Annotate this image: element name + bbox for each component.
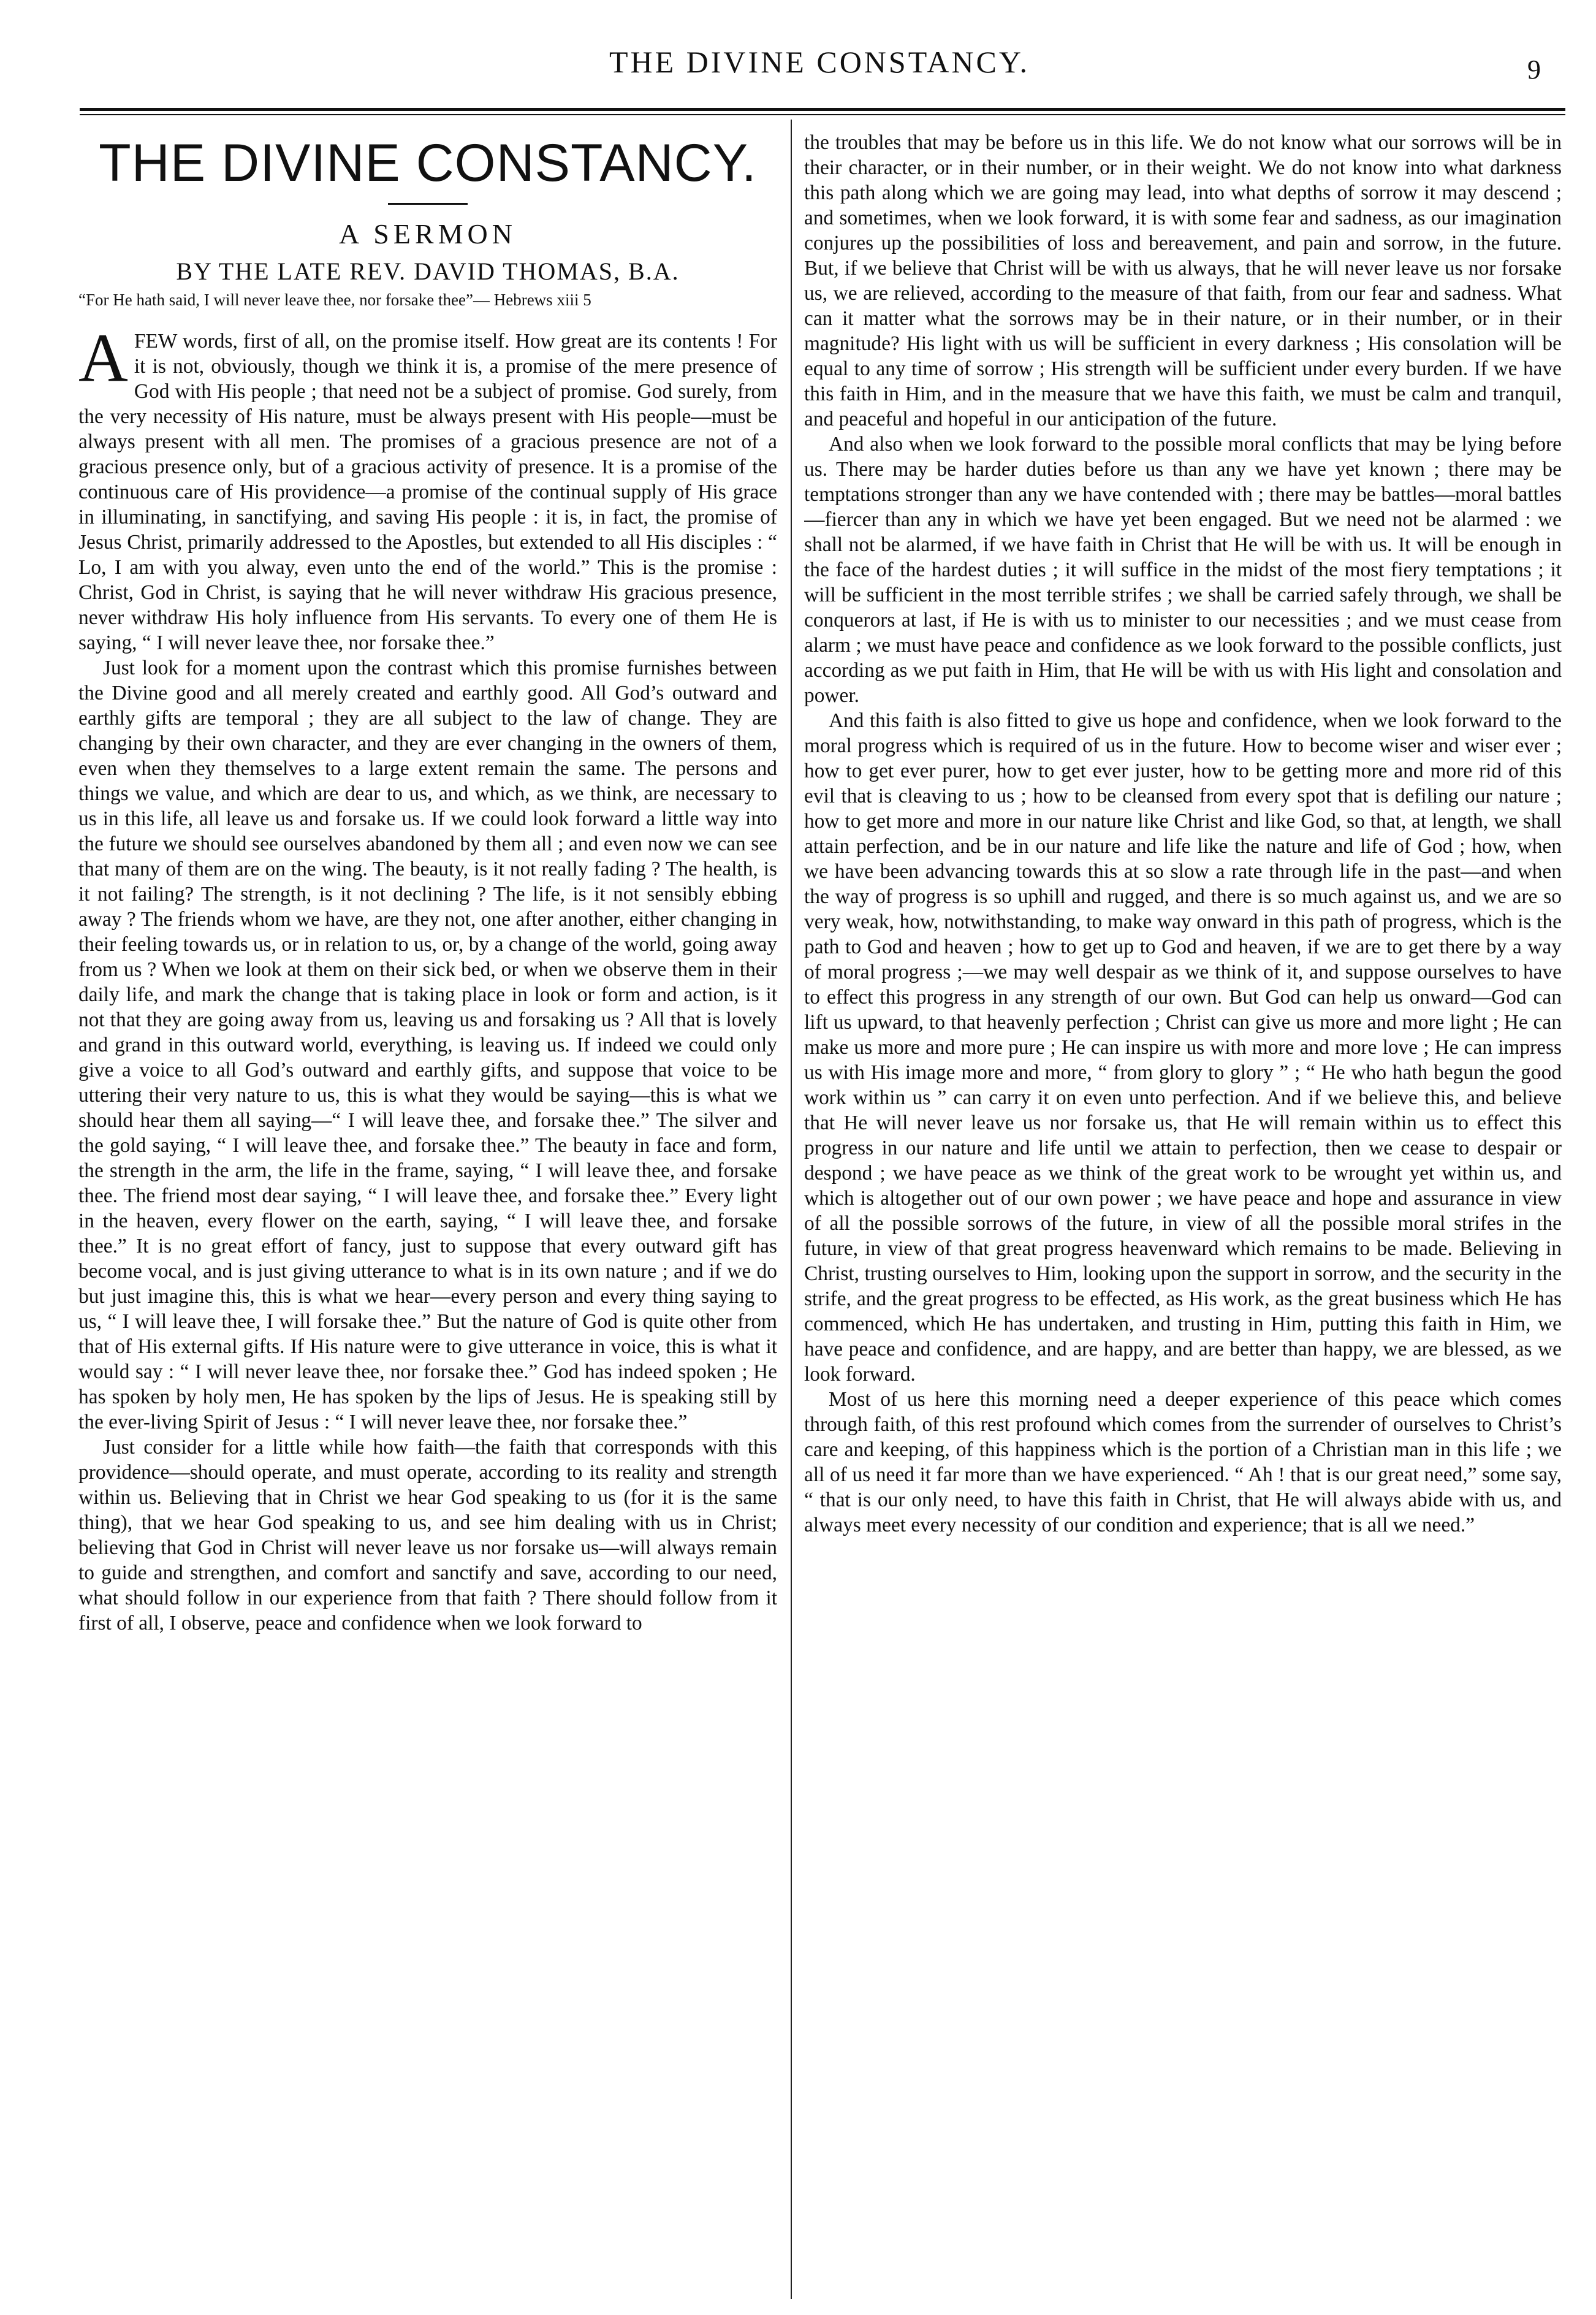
header-rule-thin (80, 114, 1565, 115)
paragraph: Just look for a moment upon the contrast which this promise furnishes between the Divine good and all merely created and earthly good. All God’s outward and earthly gifts are temporal ; they are all subject to the law of change. They are changing by their own character, and they are ever changing in the owners of them, even when they themselves to a large extent remain the same. The persons and things we value, and which are dear to us, and which, as we think, are necessary to us in this life, all leave us and forsake us. If we could look forward a little way into the future we should see ourselves abandoned by them all ; and even now we can see that many of them are on the wing. The beauty, is it not really fading ? The health, is it not failing? The strength, is it not declining ? The life, is it not sensibly ebbing away ? The friends whom we have, are they not, one after another, either changing in their feeling towards us, or in relation to us, or, by a change of the world, going away from us ? When we look at them on their sick bed, or when we observe them in their daily life, and mark the change that is taking place in look or form and action, is it not that they are going away from us, leaving us and forsaking us ? All that is lovely and grand in this outward world, everything, is leaving us. If indeed we could only give a voice to all God’s outward and earthly gifts, and suppose that voice to be uttering their very nature to us, this is what they would be saying—this is what we should hear them all saying—“ I will leave thee, and forsake thee.” The silver and the gold saying, “ I will leave thee, and forsake thee.” The beauty in face and form, the strength in the arm, the life in the frame, saying, “ I will leave thee, and forsake thee. The friend most dear saying, “ I will leave thee, and forsake thee.” Every light in the heaven, every flower on the earth, saying, “ I will leave thee, and forsake thee.” It is no great effort of fancy, just to suppose that every outward gift has become vocal, and is just giving utterance to what is in its own nature ; and if we do but just imagine this, this is what we hear—every person and every thing saying to us, “ I will leave thee, I will forsake thee.” But the nature of God is quite other from that of His external gifts. If His nature were to give utterance in voice, this is what it would say : “ I will never leave thee, nor forsake thee.” God has indeed spoken ; He has spoken by holy men, He has spoken by the lips of Jesus. He is speaking still by the ever-living Spirit of Jesus : “ I will never leave thee, nor forsake thee.” (78, 657, 777, 1433)
article-author: BY THE LATE REV. DAVID THOMAS, B.A. (176, 257, 680, 285)
running-title: THE DIVINE CONSTANCY. (609, 45, 1030, 79)
paragraph: And this faith is also fitted to give us hope and confidence, when we look forward to the moral progress which is required of us in the future. How to become wiser and wiser ever ; how to get ever purer, how to get ever juster, how to be getting more and more rid of this evil that is cleaving to us ; how to be cleansed from every spot that is defiling our nature ; how to get more and more in our nature like Christ and like God, so that, at length, we shall attain perfection, and be in our nature and life like the nature and life of God ; how, when we have been advancing towards this at so slow a rate through life in the past—and when the way of progress is so uphill and rugged, and there is so much against us, and we are so very weak, how, notwithstanding, to make way onward in this path of progress, which is the path to God and heaven ; how to get up to God and heaven, if we are to get there by a way of moral progress ;—we may well despair as we think of it, and suppose ourselves to have to effect this progress in any strength of our own. But God can help us onward—God can lift us upward, to that heavenly perfection ; Christ can give us more and more light ; He can make us more and more pure ; He can inspire us with more and more love ; He can impress us with His image more and more, “ from glory to glory ” ; “ He who hath begun the good work within us ” can carry it on even unto perfection. And if we believe this, and believe that He will never leave us nor forsake us, that He will remain within us to effect this progress in our nature and life until we attain to perfection, then we cease to despair or despond ; we have peace as we think of the great work to be wrought yet within us, and which is altogether out of our own power ; we have peace and hope and assurance in view of all the possible sorrows of the future, in view of all the possible moral strifes in the future, in view of that great progress heavenward which remains to be made. Believing in Christ, trusting ourselves to Him, looking upon the support in sorrow, and the security in the strife, and the great progress to be effected, as His work, as the great business which He has commenced, which He has undertaken, and trusting in Him, putting this faith in Him, we have peace and confidence, and are happy, and are better than happy, we are blessed, as we look forward. (804, 709, 1562, 1386)
column-divider (791, 120, 792, 2299)
right-column (804, 130, 1562, 2300)
paragraph: Most of us here this morning need a deeper experience of this peace which comes through faith, of this rest profound which comes from the surrender of ourselves to Christ’s care and keeping, of this happiness which is the portion of a Christian man in this life ; we all of us need it far more than we have experienced. “ Ah ! that is our great need,” some say, “ that is our only need, to have this faith in Christ, that He will always abide with us, and always meet every necessity of our condition and experience; that is all we need.” (804, 1388, 1562, 1536)
epigraph: “For He hath said, I will never leave thee, nor forsake thee”— Hebrews xiii 5 (78, 291, 591, 309)
paragraph-text: FEW words, first of all, on the promise itself. How great are its contents ! For it is not, obviously, though we think it is, a promise of the mere presence of God with His people ; that need not be a subject of promise. God surely, from the very necessity of His nature, must be always present with His people—must be always present with all men. The promises of a gracious presence are not of a gracious presence only, but of a gracious activity of presence. It is a promise of the continuous care of His providence—a promise of the continual supply of His grace in illuminating, in sanctifying, and saving His people : it is, in fact, the promise of Jesus Christ, primarily addressed to the Apostles, but extended to all His disciples : “ Lo, I am with you alway, even unto the end of the world.” This is the promise : Christ, God in Christ, is saying that he will never withdraw His gracious presence, never withdraw His holy influence from His servants. To every one of them He is saying, “ I will never leave thee, nor forsake thee.” (78, 330, 777, 654)
header-rule (80, 108, 1565, 111)
paragraph (78, 320, 777, 655)
drop-cap: A (78, 320, 128, 396)
paragraph: And also when we look forward to the possible moral conflicts that may be lying before us. There may be harder duties before us than any we have yet known ; there may be temptations stronger than any we have contended with ; there may be battles—moral battles—fiercer than any in which we have yet been engaged. But we need not be alarmed : we shall not be alarmed, if we have faith in Christ that He will be with us. It will be enough in the face of the hardest duties ; it will suffice in the midst of the most fiery temptations ; it will be sufficient in the most terrible strifes ; we shall be carried safely through, we shall be conquerors at last, if He is with us to minister to our necessities ; and we must cease from alarm ; we must have peace and confidence as we look forward to the possible conflicts, just according as we put faith in Him, that He will be with us with His light and consolation and power. (804, 433, 1562, 707)
title-rule (388, 203, 468, 205)
left-column (78, 126, 777, 2296)
paragraph: the troubles that may be before us in this life. We do not know what our sorrows will be in their character, or in their number, or in their weight. We do not know into what darkness this path along which we are going may lead, into what depths of sorrow it may descend ; and sometimes, when we look forward, it is with some fear and sadness, as our imagination conjures up the possibilities of loss and bereavement, and pain and sorrow, in the future. But, if we believe that Christ will be with us always, that he will never leave us nor forsake us, we are relieved, according to the measure of that faith, from our fear and sadness. What can it matter what the sorrows may be in their nature, or in their number, or in their magnitude? His light with us will be sufficient in every darkness ; His consolation will be equal to any time of sorrow ; His strength will be sufficient under every burden. If we have this faith in Him, and in the measure that we have this faith, we must be calm and tranquil, and peaceful and hopeful in our anticipation of the future. (804, 131, 1562, 430)
running-head (80, 44, 1559, 99)
article-title: THE DIVINE CONSTANCY. (99, 134, 757, 193)
page-number: 9 (1527, 55, 1541, 85)
paragraph: Just consider for a little while how faith—the faith that corresponds with this providence—should operate, and must operate, according to its reality and strength within us. Believing that in Christ we hear God speaking to us (for it is the same thing), that we hear God speaking to us, and see him dealing with us in Christ; believing that God in Christ will never leave us nor forsake us—will always remain to guide and strengthen, and comfort and sanctify and save, according to our need, what should follow in our experience from that faith ? There should follow from it first of all, I observe, peace and confidence when we look forward to (78, 1436, 777, 1634)
article-subtitle: A SERMON (339, 218, 517, 250)
